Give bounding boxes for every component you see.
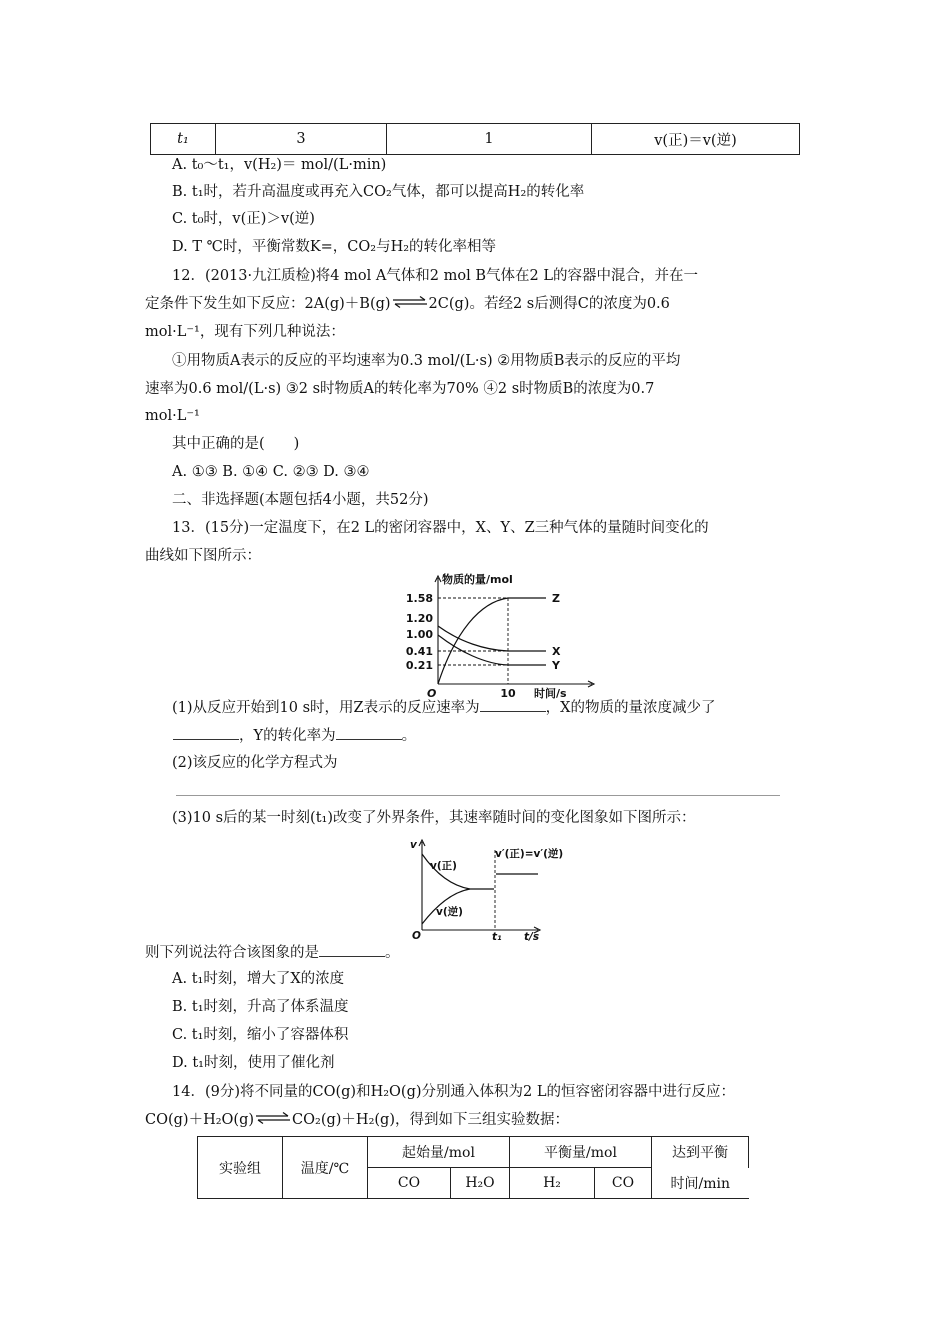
header-h2o: H₂O — [451, 1168, 510, 1199]
y-tick-label: 1.58 — [405, 592, 433, 605]
answer-line[interactable] — [176, 795, 780, 796]
q13-part1-cont — [145, 725, 416, 746]
header-group: 实验组 — [198, 1137, 283, 1199]
q12-statement-line1: ①用物质A表示的反应的平均速率为0.3 mol/(L·s) ②用物质B表示的反应的平均 — [172, 353, 681, 369]
table-row — [151, 124, 800, 155]
q12-stem-line2b: 2C(g)。若经2 s后测得C的浓度为0.6 — [428, 296, 670, 312]
q12-options: A. ①③ B. ①④ C. ②③ D. ③④ — [172, 464, 370, 480]
q11-option-c: C. t₀时，v(正)＞v(逆) — [172, 211, 315, 227]
new-rate-label: v′(正)=v′(逆) — [495, 848, 564, 860]
y-axis-label: 物质的量/mol — [442, 573, 513, 586]
x-axis-label: 时间/s — [534, 687, 567, 700]
series-x-curve — [438, 626, 546, 651]
y-tick-label: 0.41 — [405, 645, 433, 658]
q12-statement-line2: 速率为0.6 mol/(L·s) ③2 s时物质A的转化率为70% ④2 s时物质B的浓度为0.7 — [145, 381, 655, 397]
series-z-curve — [438, 598, 546, 684]
header-equilibrium: 平衡量/mol — [510, 1137, 652, 1168]
answer-blank[interactable] — [480, 697, 546, 712]
q13-part1-text: 。 — [401, 728, 417, 744]
q13-part3-text: 。 — [385, 945, 400, 961]
q13-part3-question — [145, 942, 400, 963]
q12-stem-line1: 12．(2013·九江质检)将4 mol A气体和2 mol B气体在2 L的容器中混合，并在一 — [172, 268, 698, 284]
origin-label: O — [427, 687, 437, 700]
section-heading: 二、非选择题(本题包括4小题，共52分) — [172, 492, 429, 508]
legend-z: Z — [552, 592, 560, 605]
origin-label: O — [412, 930, 421, 942]
header-h2: H₂ — [510, 1168, 595, 1199]
series-y-curve — [438, 635, 546, 665]
reverse-rate-label: v(逆) — [436, 906, 463, 918]
q12-stem-line2a: 定条件下发生如下反应：2A(g)＋B(g) — [145, 296, 391, 312]
q11-option-a: A. t₀～t₁，v(H₂)＝ mol/(L·min) — [172, 157, 387, 173]
q13-option-c: C. t₁时刻，缩小了容器体积 — [172, 1027, 349, 1043]
q13-part3: (3)10 s后的某一时刻(t₁)改变了外界条件，其速率随时间的变化图象如下图所示： — [172, 810, 696, 826]
amount-time-chart — [400, 572, 600, 700]
q13-part3-text: 则下列说法符合该图象的是 — [145, 945, 319, 961]
answer-blank[interactable] — [336, 725, 402, 740]
x-tick-label: t₁ — [492, 931, 502, 943]
table-cell: t₁ — [151, 124, 216, 155]
q12-stem-line2 — [145, 294, 670, 314]
equilibrium-arrow-icon — [254, 1110, 292, 1130]
q14-stem-line2b: CO₂(g)＋H₂(g)，得到如下三组实验数据： — [292, 1112, 569, 1128]
header-co: CO — [368, 1168, 451, 1199]
q12-stem-line3: mol·L⁻¹，现有下列几种说法： — [145, 324, 345, 340]
header-co-eq: CO — [595, 1168, 652, 1199]
q13-option-b: B. t₁时刻，升高了体系温度 — [172, 999, 349, 1015]
forward-rate-label: v(正) — [430, 860, 457, 872]
q14-stem-line1: 14．(9分)将不同量的CO(g)和H₂O(g)分别通入体积为2 L的恒容密闭容器中进行反应： — [172, 1084, 735, 1100]
table-cell: 3 — [216, 124, 387, 155]
answer-blank[interactable] — [173, 725, 239, 740]
q12-question: 其中正确的是( ) — [172, 436, 300, 452]
q11-option-b: B. t₁时，若升高温度或再充入CO₂气体，都可以提高H₂的转化率 — [172, 184, 585, 200]
q11-option-d: D. T ℃时，平衡常数K=，CO₂与H₂的转化率相等 — [172, 239, 497, 255]
table-cell: 1 — [387, 124, 592, 155]
top-table-fragment — [150, 123, 800, 155]
q13-part1 — [172, 697, 715, 718]
x-tick-label: 10 — [500, 687, 516, 700]
table-header-row — [198, 1137, 749, 1168]
header-start: 起始量/mol — [368, 1137, 510, 1168]
y-tick-label: 1.00 — [405, 628, 433, 641]
q14-stem-line2 — [145, 1110, 569, 1130]
q13-option-a: A. t₁时刻，增大了X的浓度 — [172, 971, 345, 987]
header-temp: 温度/℃ — [283, 1137, 368, 1199]
equilibrium-arrow-icon — [391, 294, 429, 314]
q12-statement-line3: mol·L⁻¹ — [145, 408, 200, 424]
x-axis-label: t/s — [524, 931, 540, 943]
answer-blank[interactable] — [319, 942, 385, 957]
q13-part1-text: ，Y的转化率为 — [239, 728, 336, 744]
q14-stem-line2a: CO(g)＋H₂O(g) — [145, 1112, 255, 1128]
q13-part2: (2)该反应的化学方程式为 — [172, 755, 338, 771]
y-axis-label: v — [410, 839, 417, 851]
q13-part1-text: (1)从反应开始到10 s时，用Z表示的反应速率为 — [172, 700, 480, 716]
legend-x: X — [552, 645, 561, 658]
y-tick-label: 0.21 — [405, 659, 433, 672]
y-tick-label: 1.20 — [405, 612, 433, 625]
q13-option-d: D. t₁时刻，使用了催化剂 — [172, 1055, 335, 1071]
q13-part1-text: ，X的物质的量浓度减少了 — [545, 700, 716, 716]
q13-stem-line2: 曲线如下图所示： — [145, 548, 261, 564]
q13-stem-line1: 13．(15分)一定温度下，在2 L的密闭容器中，X、Y、Z三种气体的量随时间变化的 — [172, 520, 709, 536]
rate-time-chart — [406, 836, 564, 943]
q14-data-table — [197, 1136, 749, 1199]
legend-y: Y — [552, 659, 560, 672]
table-cell: v(正)＝v(逆) — [592, 124, 800, 155]
header-time-1: 达到平衡 — [652, 1137, 749, 1168]
header-time-2: 时间/min — [652, 1168, 749, 1199]
